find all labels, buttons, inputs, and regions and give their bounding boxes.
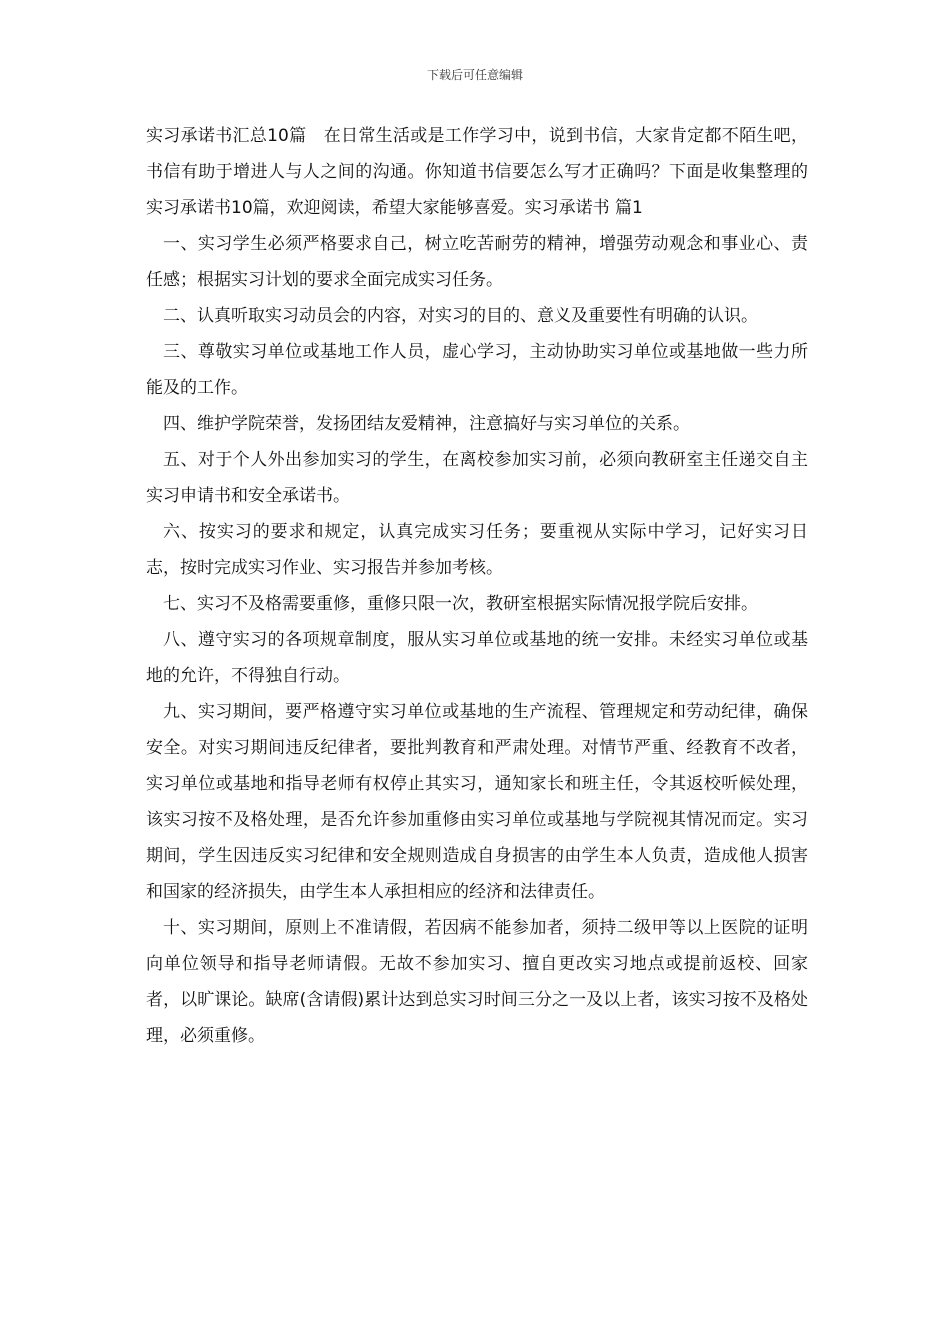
clause-paragraph: 五、对于个人外出参加实习的学生，在离校参加实习前，必须向教研室主任递交自主实习申请书和安全承诺书。	[146, 450, 808, 506]
clause-paragraph: 十、实习期间，原则上不准请假，若因病不能参加者，须持二级甲等以上医院的证明向单位领导和指导老师请假。无故不参加实习、擅自更改实习地点或提前返校、回家者，以旷课论。缺席(含请假)累计达到总实习时间三分之一及以上者，该实习按不及格处理，必须重修。	[146, 918, 808, 1046]
clause-paragraph: 一、实习学生必须严格要求自己，树立吃苦耐劳的精神，增强劳动观念和事业心、责任感；根据实习计划的要求全面完成实习任务。	[146, 234, 808, 290]
document-body	[146, 118, 808, 1054]
clause-paragraph: 七、实习不及格需要重修，重修只限一次，教研室根据实际情况报学院后安排。	[163, 594, 758, 614]
clause-paragraph: 九、实习期间，要严格遵守实习单位或基地的生产流程、管理规定和劳动纪律，确保安全。对实习期间违反纪律者，要批判教育和严肃处理。对情节严重、经教育不改者，实习单位或基地和指导老师有权停止其实习，通知家长和班主任，令其返校听候处理，该实习按不及格处理，是否允许参加重修由实习单位或基地与学院视其情况而定。实习期间，学生因违反实习纪律和安全规则造成自身损害的由学生本人负责，造成他人损害和国家的经济损失，由学生本人承担相应的经济和法律责任。	[146, 702, 808, 902]
header-note: 下载后可任意编辑	[426, 68, 523, 82]
clause-paragraph: 四、维护学院荣誉，发扬团结友爱精神，注意搞好与实习单位的关系。	[163, 414, 690, 434]
clause-paragraph: 六、按实习的要求和规定，认真完成实习任务；要重视从实际中学习，记好实习日志，按时完成实习作业、实习报告并参加考核。	[146, 522, 808, 578]
intro-paragraph: 实习承诺书汇总10篇 在日常生活或是工作学习中，说到书信，大家肯定都不陌生吧，书信有助于增进人与人之间的沟通。你知道书信要怎么写才正确吗？下面是收集整理的实习承诺书10篇，欢迎阅读，希望大家能够喜爱。实习承诺书 篇1	[146, 126, 808, 218]
clause-paragraph: 三、尊敬实习单位或基地工作人员，虚心学习，主动协助实习单位或基地做一些力所能及的工作。	[146, 342, 808, 398]
clause-paragraph: 二、认真听取实习动员会的内容，对实习的目的、意义及重要性有明确的认识。	[163, 306, 758, 326]
clause-paragraph: 八、遵守实习的各项规章制度，服从实习单位或基地的统一安排。未经实习单位或基地的允许，不得独自行动。	[146, 630, 808, 686]
